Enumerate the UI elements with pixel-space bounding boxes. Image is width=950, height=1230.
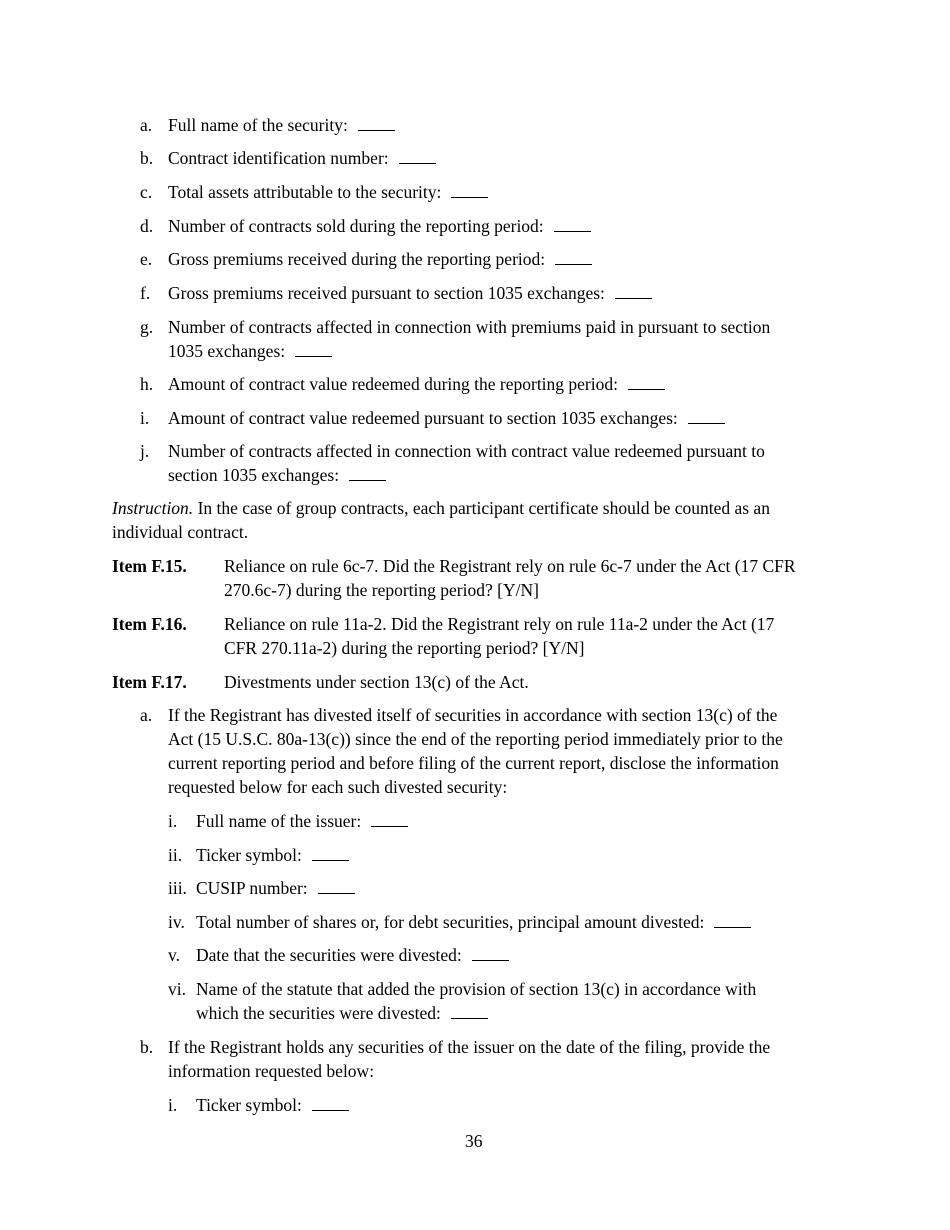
item-g-label: g.	[140, 317, 154, 337]
item-e-text: Gross premiums received during the reporting period:	[168, 247, 592, 271]
f17-a-vi-line1: Name of the statute that added the provision of section 13(c) in accordance with	[196, 979, 757, 999]
item-a-text: Full name of the security:	[168, 113, 395, 137]
f17-b-line1: If the Registrant holds any securities of the issuer on the date of the filing, provide the	[168, 1037, 771, 1057]
item-f17-text: Divestments under section 13(c) of the Act.	[224, 672, 529, 692]
f17-a-line3: current reporting period and before filing of the current report, disclose the information	[168, 753, 779, 773]
f17-a-iv-text: Total number of shares or, for debt securities, principal amount divested:	[196, 910, 751, 934]
f17-a-label: a.	[140, 705, 153, 725]
f17-a-v-text: Date that the securities were divested:	[196, 943, 509, 967]
answer-blank[interactable]	[555, 248, 592, 265]
answer-blank[interactable]	[312, 844, 349, 861]
item-f16-line2: CFR 270.11a-2) during the reporting period? [Y/N]	[224, 638, 585, 658]
item-f15-line1: Reliance on rule 6c-7. Did the Registrant rely on rule 6c-7 under the Act (17 CFR	[224, 556, 796, 576]
item-f15-line2: 270.6c-7) during the reporting period? [Y/N]	[224, 580, 539, 600]
f17-a-line1: If the Registrant has divested itself of securities in accordance with section 13(c) of the	[168, 705, 778, 725]
f17-a-iv-label: iv.	[168, 912, 185, 932]
item-e-label: e.	[140, 249, 153, 269]
item-j-line2: section 1035 exchanges:	[168, 463, 386, 487]
f17-b-label: b.	[140, 1037, 154, 1057]
f17-b-i-label: i.	[168, 1095, 178, 1115]
answer-blank[interactable]	[358, 114, 395, 131]
item-g-line1: Number of contracts affected in connection with premiums paid in pursuant to section	[168, 317, 771, 337]
f17-a-iii-label: iii.	[168, 878, 187, 898]
answer-blank[interactable]	[349, 464, 386, 481]
answer-blank[interactable]	[615, 282, 652, 299]
f17-b-line2: information requested below:	[168, 1061, 375, 1081]
f17-a-vi-line2: which the securities were divested:	[196, 1001, 488, 1025]
item-f-text: Gross premiums received pursuant to section 1035 exchanges:	[168, 281, 652, 305]
f17-a-i-label: i.	[168, 811, 178, 831]
item-h-text: Amount of contract value redeemed during the reporting period:	[168, 372, 665, 396]
item-f16-label: Item F.16.	[112, 614, 187, 634]
item-d-text: Number of contracts sold during the reporting period:	[168, 214, 591, 238]
answer-blank[interactable]	[451, 181, 488, 198]
answer-blank[interactable]	[472, 944, 509, 961]
instruction-label: Instruction.	[112, 498, 194, 518]
answer-blank[interactable]	[451, 1002, 488, 1019]
item-f-label: f.	[140, 283, 151, 303]
answer-blank[interactable]	[714, 911, 751, 928]
item-c-text: Total assets attributable to the security:	[168, 180, 488, 204]
answer-blank[interactable]	[628, 373, 665, 390]
answer-blank[interactable]	[318, 877, 355, 894]
item-f17-label: Item F.17.	[112, 672, 187, 692]
answer-blank[interactable]	[312, 1094, 349, 1111]
f17-a-line2: Act (15 U.S.C. 80a-13(c)) since the end of the reporting period immediately prior to the	[168, 729, 783, 749]
f17-a-ii-text: Ticker symbol:	[196, 843, 349, 867]
answer-blank[interactable]	[399, 147, 436, 164]
instruction-line2: individual contract.	[112, 522, 249, 542]
answer-blank[interactable]	[688, 407, 725, 424]
item-b-label: b.	[140, 148, 154, 168]
item-j-label: j.	[140, 441, 150, 461]
item-f16-line1: Reliance on rule 11a-2. Did the Registrant rely on rule 11a-2 under the Act (17	[224, 614, 775, 634]
item-h-label: h.	[140, 374, 154, 394]
item-b-text: Contract identification number:	[168, 146, 436, 170]
f17-b-i-text: Ticker symbol:	[196, 1093, 349, 1117]
f17-a-vi-label: vi.	[168, 979, 186, 999]
item-g-line2: 1035 exchanges:	[168, 339, 332, 363]
item-a-label: a.	[140, 115, 153, 135]
answer-blank[interactable]	[554, 215, 591, 232]
item-d-label: d.	[140, 216, 154, 236]
f17-a-i-text: Full name of the issuer:	[196, 809, 408, 833]
f17-a-ii-label: ii.	[168, 845, 183, 865]
answer-blank[interactable]	[371, 810, 408, 827]
item-j-line1: Number of contracts affected in connection with contract value redeemed pursuant to	[168, 441, 765, 461]
page-number: 36	[465, 1131, 483, 1151]
f17-a-v-label: v.	[168, 945, 180, 965]
instruction-line1: Instruction. In the case of group contracts, each participant certificate should be counted as an	[112, 498, 770, 518]
f17-a-iii-text: CUSIP number:	[196, 876, 355, 900]
f17-a-line4: requested below for each such divested security:	[168, 777, 508, 797]
answer-blank[interactable]	[295, 340, 332, 357]
item-i-label: i.	[140, 408, 150, 428]
item-f15-label: Item F.15.	[112, 556, 187, 576]
item-i-text: Amount of contract value redeemed pursuant to section 1035 exchanges:	[168, 406, 725, 430]
item-c-label: c.	[140, 182, 153, 202]
